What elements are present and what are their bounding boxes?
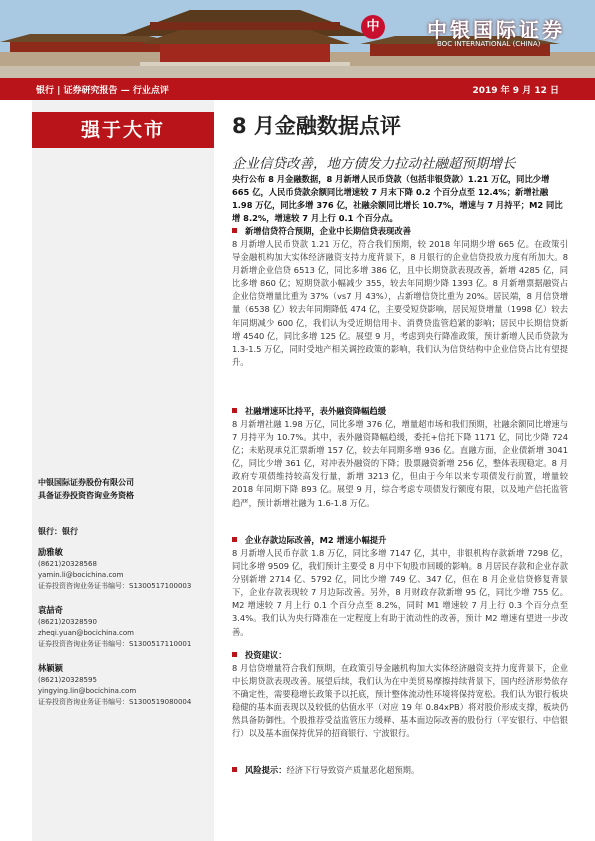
- section-risk: [232, 764, 568, 777]
- analyst-cert: 证券投资咨询业务证书编号：S1300517110001: [38, 640, 192, 648]
- section-heading: 企业存款边际改善，M2 增速小幅提升: [232, 534, 568, 547]
- section-body: 8 月新增人民币存款 1.8 万亿，同比多增 7147 亿，其中，非银机构存款新增 7298 亿，同比多增 9509 亿，我们预计主要受 8 月中下旬股市回暖的影响。8 月居民存款和企业存款分别新增 2714 亿、5792 亿，同比少增 749 亿、347 亿，但在 8 月企业信贷修复背景下，企业存款表现较 7 月边际改善。另外，8 月财政存款新增 95 亿，同比少增 755 亿。M2 增速较 7 月上行 0.1 个百分点至 8.2%，同时 M1 增速较 7 月上行 0.3 个百分点至 3.4%。我们认为央行降准在一定程度上有助于流动性的改善，预计 M2 增速有望进一步改善。: [232, 548, 568, 637]
- analyst-phone: (8621)20328590: [38, 618, 97, 626]
- analyst-email[interactable]: yingying.lin@bocichina.com: [38, 687, 137, 695]
- risk-text: 经济下行导致资产质量恶化超预期。: [286, 765, 420, 775]
- section-investment: [232, 649, 568, 741]
- report-subtitle: 企业信贷改善，地方债发力拉动社融超预期增长: [232, 156, 516, 172]
- bullet-square-icon: [232, 228, 237, 233]
- section-heading: 风险提示：经济下行导致资产质量恶化超预期。: [232, 764, 568, 777]
- analyst-name: 袁喆奇: [38, 605, 63, 615]
- analyst-phone: (8621)20328568: [38, 560, 97, 568]
- section-heading: 新增信贷符合预期，企业中长期信贷表现改善: [232, 225, 568, 238]
- analyst-name: 林颖颖: [38, 663, 63, 673]
- analyst-email[interactable]: yamin.li@bocichina.com: [38, 571, 124, 579]
- section-tsf: [232, 405, 568, 510]
- analyst-name: 励雅敏: [38, 547, 63, 557]
- report-date: 2019 年 9 月 12 日: [472, 86, 559, 96]
- section-body: 8 月新增社融 1.98 万亿，同比多增 376 亿，增量超市场和我们预期，社融余额同比增速与 7 月持平为 10.7%。其中，表外融资降幅趋缓，委托+信托下降 1171 亿，同比少降 724 亿；未贴现承兑汇票新增 157 亿，较去年同期多增 936 亿。直融方面，企业债新增 3041 亿，同比少增 361 亿，对冲表外融资的下降；股票融资新增 256 亿，整体表现稳定。8 月政府专项债维持较高发行量，新增 3213 亿，但由于今年以来专项债发行前置，增量较 2018 年同期下降 893 亿。展望 9 月，综合考虑专项债发行额度有限，以及地产信托监管趋严，预计新增社融为 1.6-1.8 万亿。: [232, 419, 568, 508]
- analyst-cert: 证券投资咨询业务证书编号：S1300519080004: [38, 698, 192, 706]
- report-title: 8 月金融数据点评: [232, 114, 401, 138]
- report-info-bar: [0, 78, 595, 100]
- analyst-card: [38, 546, 214, 592]
- section-heading: 社融增速环比持平，表外融资降幅趋缓: [232, 405, 568, 418]
- bullet-square-icon: [232, 537, 237, 542]
- analyst-card: [38, 604, 214, 650]
- company-name: 中银国际证券股份有限公司: [38, 478, 134, 487]
- report-summary: 央行公布 8 月金融数据，8 月新增人民币贷款（包括非银贷款）1.21 万亿，同比少增 665 亿，人民币贷款余额同比增速较 7 月末下降 0.2 个百分点至 12.4%；新增社融 1.98 万亿，同比多增 376 亿，社融余额同比增长 10.7%，增速与 7 月持平；M2 同比增 8.2%，增速较 7 月上行 0.1 个百分点。: [232, 174, 563, 223]
- analyst-cert: 证券投资咨询业务证书编号：S1300517100003: [38, 582, 192, 590]
- brand-logo: [347, 10, 595, 55]
- report-category: 银行 | 证券研究报告 — 行业点评: [36, 86, 169, 96]
- section-heading: 投资建议：: [232, 649, 568, 662]
- logo-english-name: BOC INTERNATIONAL (CHINA): [437, 40, 541, 48]
- industry-label: 银行：银行: [38, 527, 78, 536]
- header-banner: [0, 0, 595, 78]
- analyst-phone: (8621)20328595: [38, 676, 97, 684]
- section-body: 8 月新增人民币贷款 1.21 万亿，符合我们预期，较 2018 年同期少增 665 亿。在政策引导金融机构加大实体经济融资支持力度背景下，8 月银行的企业信贷投放力度有所加大。8 月新增企业信贷 6513 亿，同比多增 386 亿，且中长期贷款表现改善，新增 4285 亿，同比多增 860 亿；短期贷款小幅减少 355，较去年同期少降 1393 亿。8 月新增票据融资占企业信贷增量比重为 37%（vs7 月 43%），占新增信贷比重为 20%。居民端，8 月信贷增量（6538 亿）较去年同期降低 474 亿，主要受短贷影响，居民短贷增量（1998 亿）较去年同期减少 600 亿，我们认为受近期信用卡、消费贷监管趋紧的影响；居民中长期信贷新增 4540 亿，同比多增 125 亿。展望 9 月，考虑到央行降准政策，预计新增人民币贷款为 1.3-1.5 万亿，同时受地产相关调控政策的影响，我们认为信贷结构中企业信贷占比有望提升。: [232, 239, 568, 367]
- section-credit: [232, 225, 568, 369]
- bullet-square-icon: [232, 767, 237, 772]
- company-qualification: 具备证券投资咨询业务资格: [38, 491, 134, 500]
- analyst-email[interactable]: zheqi.yuan@bocichina.com: [38, 629, 134, 637]
- bullet-square-icon: [232, 408, 237, 413]
- logo-chinese-name: 中银国际证券: [427, 18, 565, 42]
- analyst-card: [38, 662, 214, 708]
- section-body: 8 月信贷增量符合我们预期，在政策引导金融机构加大实体经济融资支持力度背景下，企业中长期贷款表现改善。展望后续，我们认为在中美贸易摩擦持续背景下，国内经济形势依存不确定性，需要稳增长政策予以托底，预计整体流动性环境将保持宽松。我们认为银行板块稳健的基本面表现以及较低的估值水平（对应 19 年 0.84xPB）将对股价形成支撑，板块仍然具备防御性。个股推荐受益监管压力缓释、基本面边际改善的股份行（平安银行、中信银行）以及基本面保持优异的招商银行、宁波银行。: [232, 663, 568, 739]
- sidebar-panel: [32, 100, 214, 841]
- rating-badge: 强于大市: [32, 112, 214, 148]
- bullet-square-icon: [232, 652, 237, 657]
- section-deposits: [232, 534, 568, 639]
- company-info: [38, 476, 210, 502]
- boc-logo-icon: 中: [361, 15, 385, 39]
